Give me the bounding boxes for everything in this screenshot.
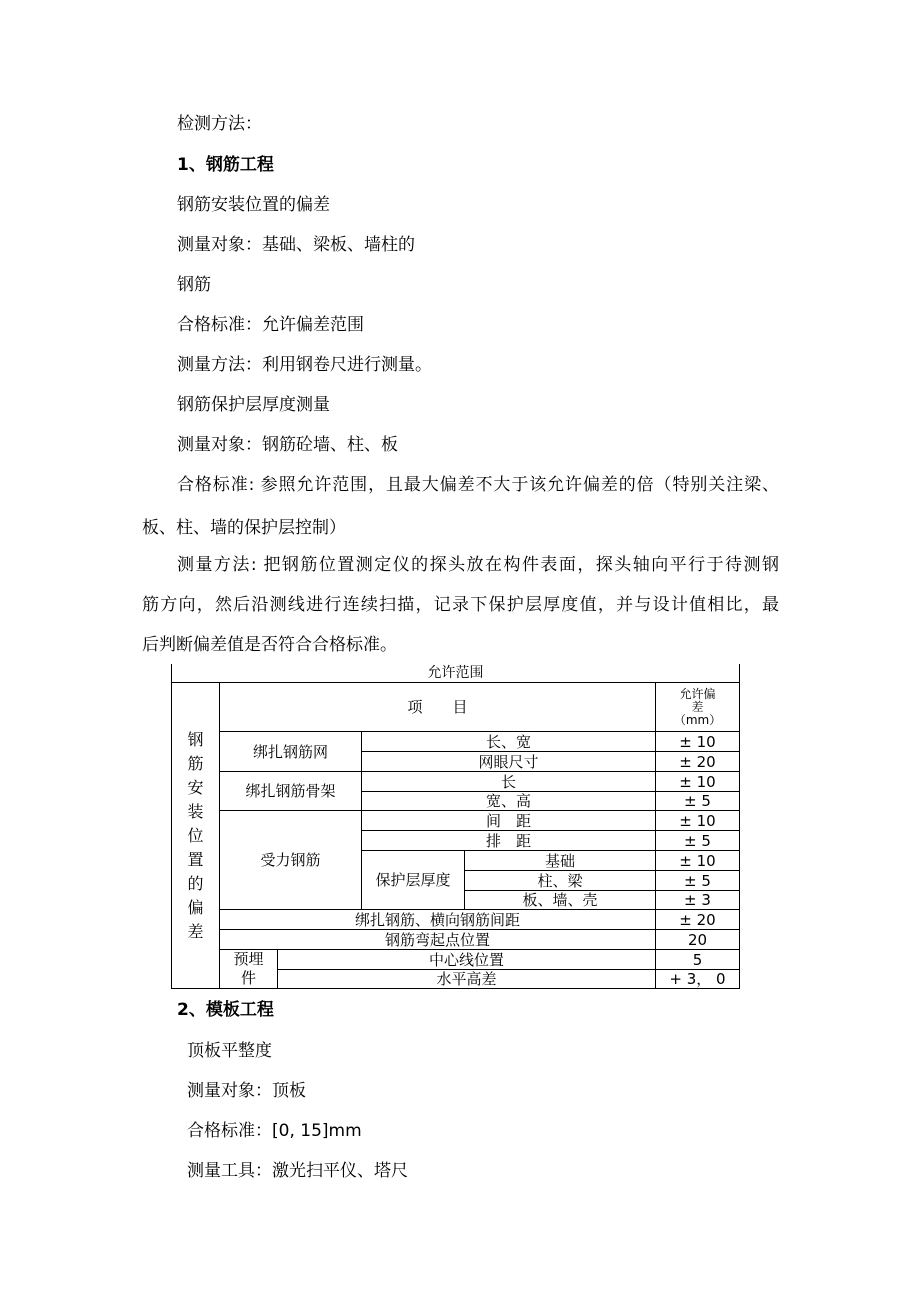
cover-foundation-value: ± 10 [655, 850, 740, 871]
cage-length-value: ± 10 [655, 771, 740, 792]
cover-thickness-label: 保护层厚度 [361, 850, 465, 910]
cage-width-height: 宽、高 [361, 791, 656, 811]
bend-point-value: 20 [655, 929, 740, 950]
cover-thickness-title: 钢筋保护层厚度测量 [177, 395, 330, 415]
cage-length: 长 [361, 771, 656, 792]
cover-column-beam-value: ± 5 [655, 870, 740, 891]
main-rebar-spacing-value: ± 10 [655, 810, 740, 831]
mesh-opening-size: 网眼尺寸 [361, 751, 656, 772]
cover-method-line-2: 筋方向，然后沿测线进行连续扫描，记录下保护层厚度值，并与设计值相比，最 [142, 595, 779, 615]
cover-standard-line-2: 板、柱、墙的保护层控制） [142, 518, 346, 538]
cover-thickness-object: 测量对象：钢筋砼墙、柱、板 [177, 435, 398, 455]
cover-method-line-3: 后判断偏差值是否符合合格标准。 [142, 635, 397, 655]
group-embedded-parts: 预埋件 [219, 949, 278, 989]
rebar-position-object: 测量对象：基础、梁板、墙柱的 [177, 235, 415, 255]
section-heading-formwork: 2、模板工程 [177, 1000, 274, 1020]
cover-standard-line-1: 合格标准: 参照允许范围，且最大偏差不大于该允许偏差的倍（特别关注梁、 [177, 475, 779, 495]
embedded-level-diff-value: + 3， 0 [655, 969, 740, 989]
slab-flatness-tool: 测量工具：激光扫平仪、塔尺 [187, 1161, 408, 1181]
tie-spacing-value: ± 20 [655, 909, 740, 930]
section-heading-rebar: 1、钢筋工程 [177, 155, 274, 175]
slab-flatness-standard: 合格标准：[0, 15]mm [187, 1121, 362, 1141]
main-rebar-row-spacing-value: ± 5 [655, 830, 740, 851]
mesh-opening-size-value: ± 20 [655, 751, 740, 772]
slab-flatness-title: 顶板平整度 [187, 1041, 272, 1061]
cover-foundation: 基础 [464, 850, 656, 871]
header-item: 项 目 [219, 682, 656, 732]
cover-slab-wall-shell-value: ± 3 [655, 890, 740, 910]
cover-thickness-method [142, 554, 779, 677]
cover-thickness-standard [142, 474, 779, 560]
cover-method-line-1: 测量方法: 把钢筋位置测定仪的探头放在构件表面，探头轴向平行于待测钢 [177, 555, 779, 575]
embedded-centerline-value: 5 [655, 949, 740, 970]
rebar-position-standard: 合格标准：允许偏差范围 [177, 315, 364, 335]
cage-width-height-value: ± 5 [655, 791, 740, 811]
rebar-position-object-cont: 钢筋 [177, 275, 211, 295]
table-side-label: 钢筋安装位置的偏差 [171, 682, 220, 989]
group-rebar-cage: 绑扎钢筋骨架 [219, 771, 362, 811]
table-caption: 允许范围 [427, 665, 484, 681]
section-intro: 检测方法： [177, 114, 262, 134]
main-rebar-row-spacing: 排 距 [361, 830, 656, 851]
group-rebar-mesh: 绑扎钢筋网 [219, 731, 362, 772]
cover-slab-wall-shell: 板、墙、壳 [464, 890, 656, 910]
tolerance-table [171, 664, 740, 989]
group-main-rebar: 受力钢筋 [219, 810, 362, 910]
rebar-position-title: 钢筋安装位置的偏差 [177, 195, 330, 215]
slab-flatness-object: 测量对象：顶板 [187, 1081, 306, 1101]
mesh-length-width: 长、宽 [361, 731, 656, 752]
main-rebar-spacing: 间 距 [361, 810, 656, 831]
embedded-centerline: 中心线位置 [277, 949, 656, 970]
tie-spacing: 绑扎钢筋、横向钢筋间距 [219, 909, 656, 930]
mesh-length-width-value: ± 10 [655, 731, 740, 752]
cover-column-beam: 柱、梁 [464, 870, 656, 891]
header-tolerance: 允许偏差（mm） [655, 682, 740, 732]
embedded-level-diff: 水平高差 [277, 969, 656, 989]
bend-point: 钢筋弯起点位置 [219, 929, 656, 950]
rebar-position-method: 测量方法：利用钢卷尺进行测量。 [177, 355, 432, 375]
